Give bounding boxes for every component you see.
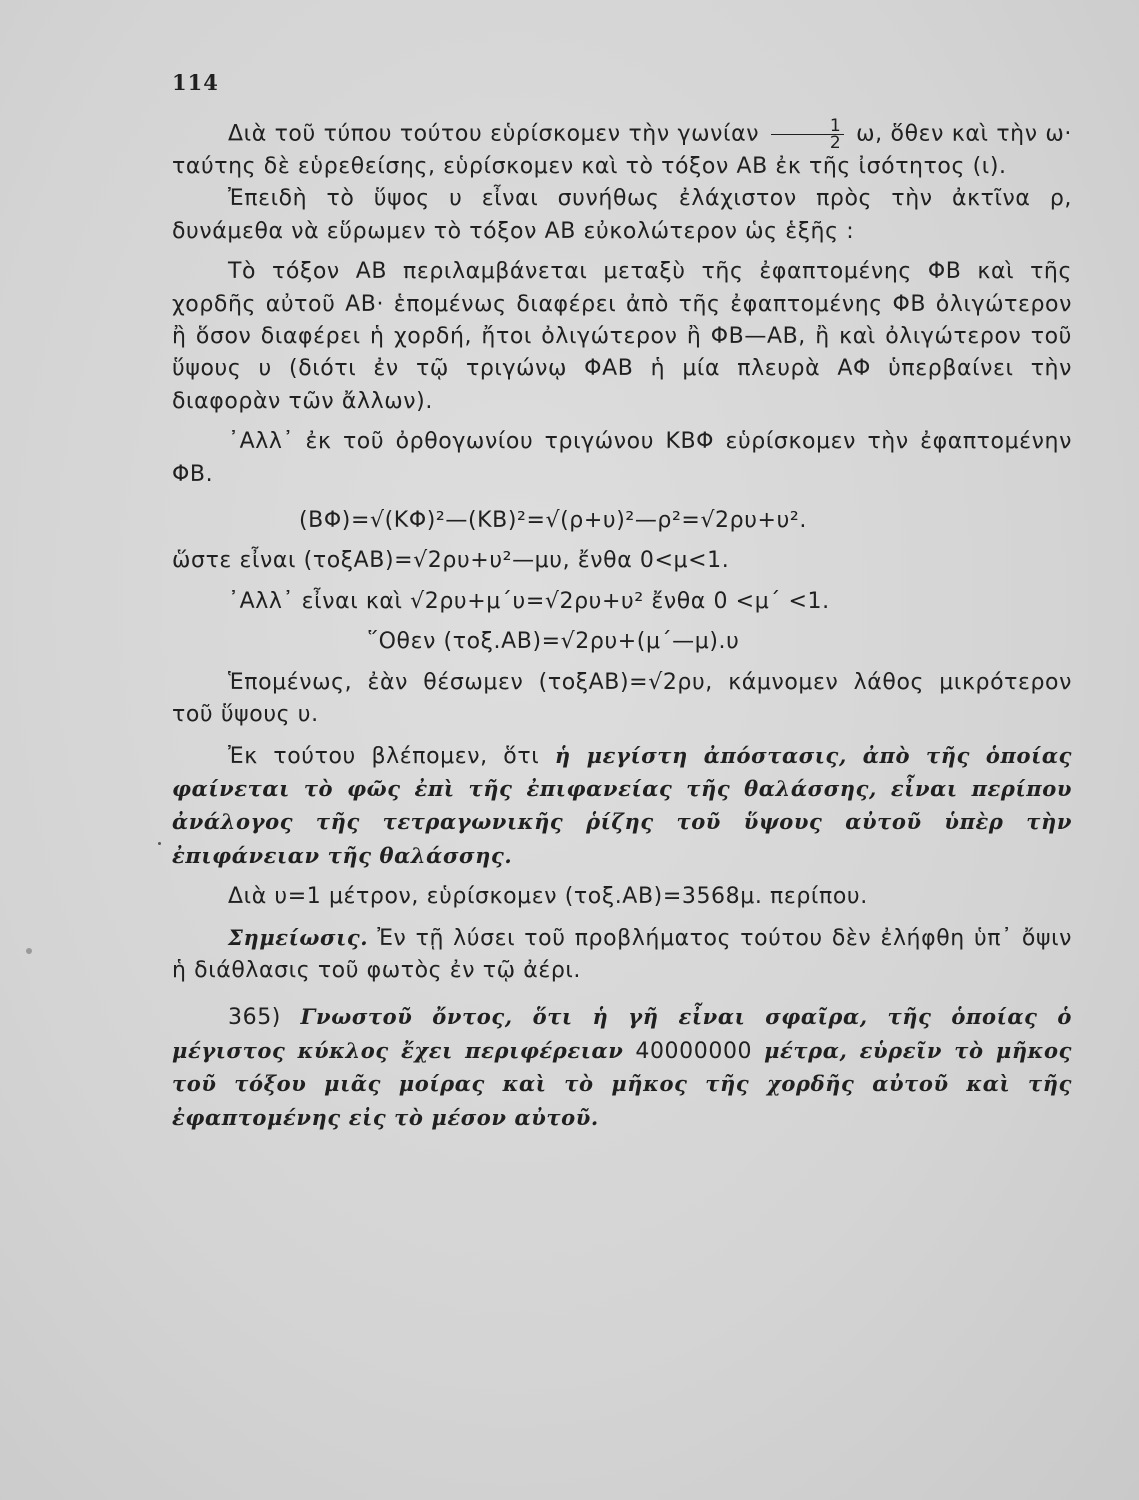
- fraction-one-half: [771, 118, 844, 151]
- page-number: 114: [172, 70, 219, 95]
- paragraph-5: Ἑπομένως, ἐὰν θέσωμεν (τοξΑΒ)=√2ρυ, κάμνομεν λάθος μικρότερον τοῦ ὕψους υ.: [172, 669, 1072, 728]
- page-body: [172, 118, 1072, 1135]
- paragraph-6-emphasis: ἡ μεγίστη ἀπόστασις, ἀπὸ τῆς ὁποίας φαίνεται τὸ φῶς ἐπὶ τῆς ἐπιφανείας τῆς θαλάσσης, εἶναι περίπου ἀνάλογος τῆς τετραγωνικῆς ῥίζης τοῦ ὕψους αὐτοῦ ὑπὲρ τὴν ἐπιφάνειαν τῆς θαλάσσης.: [172, 742, 1073, 868]
- paragraph-note: [172, 922, 1072, 988]
- paragraph-3: Τὸ τόξον ΑΒ περιλαμβάνεται μεταξὺ τῆς ἐφαπτομένης ΦΒ καὶ τῆς χορδῆς αὐτοῦ ΑΒ· ἑπομένως διαφέρει ἀπὸ τῆς ἐφαπτομένης ΦΒ ὀλιγώτερον ἢ ὅσον διαφέρει ἡ χορδή, ἤτοι ὀλιγώτερον ἢ ΦΒ—ΑΒ, ἢ καὶ ὀλιγώτερον τοῦ ὕψους υ (διότι ἐν τῷ τριγώνῳ ΦΑΒ ἡ μία πλευρὰ ΑΦ ὑπερβαίνει τὴν διαφορὰν τῶν ἄλλων).: [172, 259, 1072, 414]
- problem-number: 365): [228, 1005, 281, 1031]
- fraction-numerator: 1: [771, 118, 844, 135]
- note-label: Σημείωσις.: [228, 924, 369, 950]
- paragraph-2: Ἐπειδὴ τὸ ὕψος υ εἶναι συνήθως ἐλάχιστον πρὸς τὴν ἀκτῖνα ρ, δυνάμεθα νὰ εὕρωμεν τὸ τόξον ΑΒ εὐκολώτερον ὡς ἑξῆς :: [172, 186, 1072, 244]
- paper-speck: [26, 948, 32, 954]
- paragraph-6-text: Ἐκ τούτου βλέπομεν, ὅτι: [228, 743, 540, 769]
- fraction-denominator: 2: [829, 133, 842, 153]
- paragraph-6: [172, 740, 1072, 874]
- formula-bf: (ΒΦ)=√(ΚΦ)²—(ΚΒ)²=√(ρ+υ)²—ρ²=√2ρυ+υ².: [299, 508, 807, 534]
- formula-mu-prime: ᾿Αλλ᾿ εἶναι καὶ √2ρυ+μ΄υ=√2ρυ+υ² ἔνθα 0 <μ΄ <1.: [228, 588, 830, 614]
- problem-value: 40000000: [635, 1038, 753, 1064]
- ink-dot: [158, 842, 161, 845]
- paragraph-7: Διὰ υ=1 μέτρον, εὑρίσκομεν (τοξ.ΑΒ)=3568μ. περίπου.: [228, 884, 868, 910]
- problem-365: [172, 1001, 1072, 1135]
- problem-text-a: Γνωστοῦ ὄντος, ὅτι ἡ γῆ εἶναι σφαῖρα, τῆς ὁποίας ὁ μέγιστος κύκλος ἔχει περιφέρειαν: [172, 1004, 1072, 1063]
- paragraph-1: [172, 118, 1072, 183]
- formula-hence: ῞Οθεν (τοξ.ΑΒ)=√2ρυ+(μ΄—μ).υ: [367, 629, 740, 655]
- note-text: Ἐν τῇ λύσει τοῦ προβλήματος τούτου δὲν ἐλήφθη ὑπ᾿ ὄψιν ἡ διάθλασις τοῦ φωτὸς ἐν τῷ ἀέρι.: [172, 925, 1073, 983]
- paragraph-4: ᾿Αλλ᾿ ἐκ τοῦ ὀρθογωνίου τριγώνου ΚΒΦ εὑρίσκομεν τὴν ἐφαπτομένην ΦΒ.: [172, 429, 1072, 487]
- problem-text-b: μέτρα, εὑρεῖν τὸ μῆκος τοῦ τόξου μιᾶς μοίρας καὶ τὸ μῆκος τῆς χορδῆς αὐτοῦ καὶ τῆς ἐφαπτομένης εἰς τὸ μέσον αὐτοῦ.: [172, 1037, 1073, 1130]
- formula-arc-ab: ὥστε εἶναι (τοξΑΒ)=√2ρυ+υ²—μυ, ἔνθα 0<μ<1.: [172, 548, 730, 574]
- paragraph-1-text-a: Διὰ τοῦ τύπου τούτου εὑρίσκομεν τὴν γωνίαν: [228, 121, 760, 147]
- paragraph-1-text-b: ω, ὅθεν καὶ τὴν ω· ταύτης δὲ εὑρεθείσης, εὑρίσκομεν καὶ τὸ τόξον ΑΒ ἐκ τῆς ἰσότητος (ι).: [172, 121, 1073, 179]
